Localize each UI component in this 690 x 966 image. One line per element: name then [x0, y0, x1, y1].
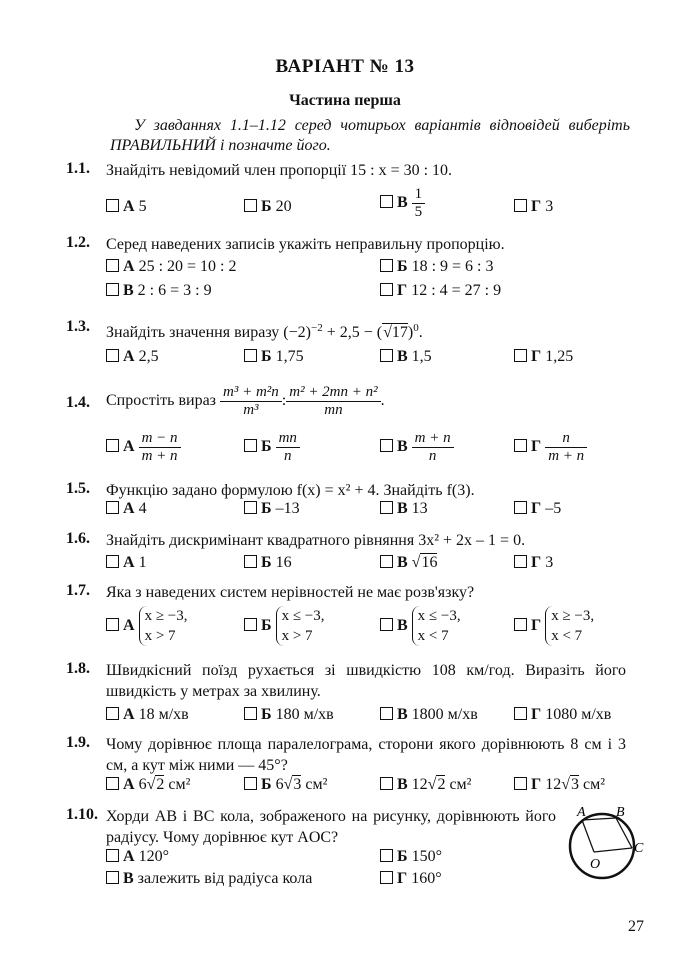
option-1-5-a[interactable]: А 4: [106, 500, 147, 518]
option-1-9-g[interactable]: Г 12√3 см²: [514, 776, 605, 794]
option-1-10-v[interactable]: В залежить від радіуса кола: [106, 870, 312, 888]
question-text: Яка з наведених систем нерівностей не має розв'язку?: [106, 584, 475, 601]
label-c: C: [634, 841, 644, 856]
option-1-2-a[interactable]: А 25 : 20 = 10 : 2: [106, 258, 236, 276]
checkbox[interactable]: [380, 195, 393, 208]
option-1-7-b[interactable]: Б x ≤ −3, x > 7: [244, 606, 325, 646]
option-1-7-a[interactable]: А x ≥ −3, x > 7: [106, 606, 188, 646]
fraction: $\frac{1}{5}$: [412, 186, 426, 221]
option-1-8-a[interactable]: А 18 м/хв: [106, 706, 189, 724]
question-text: Швидкісний поїзд рухається зі швидкістю 108 км/год. Виразіть його швидкість у метрах за хвилину.: [106, 662, 626, 700]
question-text: Спростіть вираз $\frac{\text{m³ + m²n}}{\text{m³}}$ : $\frac{\text{m² + 2mn + n²}}{mn}$ .: [106, 384, 385, 418]
option-1-3-b[interactable]: Б 1,75: [244, 348, 304, 366]
question-text: Знайдіть невідомий член пропорції 15 : x = 30 : 10.: [106, 162, 453, 179]
question-text: Знайдіть дискримінант квадратного рівняння 3x² + 2x – 1 = 0.: [106, 532, 526, 549]
fraction: $\frac{\text{m³ + m²n}}{\text{m³}}$: [220, 384, 282, 419]
option-1-9-v[interactable]: В 12√2 см²: [380, 776, 471, 794]
option-1-1-g[interactable]: Г 3: [514, 198, 553, 216]
option-1-3-a[interactable]: А 2,5: [106, 348, 159, 366]
question-1-1: [66, 160, 453, 179]
option-1-6-a[interactable]: А 1: [106, 554, 147, 572]
question-1-6: 1.6. Знайдіть дискримінант квадратного рівняння 3x² + 2x – 1 = 0.: [66, 530, 106, 548]
question-1-9: 1.9. Чому дорівнює площа паралелограма, сторони якого дорівнюють 8 см і 3 см, а кут між ними — 45°?: [66, 734, 626, 774]
radius-oa: [582, 820, 594, 852]
option-1-8-g[interactable]: Г 1080 м/хв: [514, 706, 611, 724]
option-1-5-v[interactable]: В 13: [380, 500, 428, 518]
option-1-7-v[interactable]: В x ≤ −3, x < 7: [380, 606, 461, 646]
question-1-2: 1.2. Серед наведених записів укажіть неправильну пропорцію.: [66, 234, 106, 252]
question-number: 1.1.: [66, 160, 90, 177]
label-b: B: [616, 805, 625, 820]
option-1-2-g[interactable]: Г 12 : 4 = 27 : 9: [380, 282, 501, 300]
option-1-7-g[interactable]: Г x ≥ −3, x < 7: [514, 606, 594, 646]
option-1-9-b[interactable]: Б 6√3 см²: [244, 776, 327, 794]
math-expression: $(-2)^{-2} + 2,5 - (√17)^0$.: [283, 322, 423, 341]
circle: [570, 814, 634, 878]
option-1-4-b[interactable]: Б $\frac{mn}{n}$: [244, 430, 300, 465]
question-1-8: 1.8. Швидкісний поїзд рухається зі швидкістю 108 км/год. Виразіть його швидкість у метрах за хвилину.: [66, 660, 626, 700]
option-1-2-v[interactable]: В 2 : 6 = 3 : 9: [106, 282, 212, 300]
instructions: У завданнях 1.1–1.12 серед чотирьох варіантів відповідей виберіть ПРАВИЛЬНИЙ і позначте його.: [110, 117, 630, 154]
fraction: $\frac{\text{m² + 2mn + n²}}{mn}$: [286, 384, 380, 419]
part-heading: Частина перша: [289, 92, 401, 109]
question-1-3: 1.3. Знайдіть значення виразу $(-2)^{-2} + 2,5 - (√17)^0$.: [66, 318, 106, 336]
option-1-6-b[interactable]: Б 16: [244, 554, 292, 572]
question-1-5: 1.5. Функцію задано формулою f(x) = x² + 4. Знайдіть f(3).: [66, 480, 106, 498]
option-1-6-g[interactable]: Г 3: [514, 554, 553, 572]
question-text: Знайдіть значення виразу $(-2)^{-2} + 2,5 - (√17)^0$.: [106, 322, 423, 341]
option-1-8-v[interactable]: В 1800 м/хв: [380, 706, 478, 724]
option-1-10-a[interactable]: А 120°: [106, 848, 169, 866]
option-1-1-v[interactable]: В $\frac{1}{5}$: [380, 186, 425, 221]
option-1-4-v[interactable]: В $\frac{m + n}{n}$: [380, 430, 454, 465]
option-1-1-a[interactable]: А 5: [106, 198, 147, 216]
question-1-7: 1.7. Яка з наведених систем нерівностей не має розв'язку?: [66, 582, 106, 600]
question-text: Серед наведених записів укажіть неправильну пропорцію.: [106, 236, 505, 253]
checkbox[interactable]: [106, 199, 119, 212]
option-1-5-b[interactable]: Б –13: [244, 500, 300, 518]
option-1-2-b[interactable]: Б 18 : 9 = 6 : 3: [380, 258, 494, 276]
page-title: ВАРІАНТ № 13: [275, 56, 415, 77]
option-1-3-g[interactable]: Г 1,25: [514, 348, 573, 366]
checkbox[interactable]: [244, 199, 257, 212]
option-1-9-a[interactable]: А 6√2 см²: [106, 776, 190, 794]
option-1-4-a[interactable]: А $\frac{m - n}{m + n}$: [106, 430, 181, 465]
circle-figure: [560, 800, 656, 884]
question-text: Функцію задано формулою f(x) = x² + 4. Знайдіть f(3).: [106, 482, 475, 499]
radius-oc: [594, 848, 632, 852]
option-1-5-g[interactable]: Г –5: [514, 500, 561, 518]
option-1-1-b[interactable]: Б 20: [244, 198, 292, 216]
label-a: A: [577, 805, 586, 820]
option-1-10-g[interactable]: Г 160°: [380, 870, 442, 888]
option-1-4-g[interactable]: Г $\frac{n}{m + n}$: [514, 430, 587, 465]
label-o: O: [590, 857, 601, 872]
question-text: Чому дорівнює площа паралелограма, сторони якого дорівнюють 8 см і 3 см, а кут між ними — 45°?: [106, 736, 626, 774]
page-number: 27: [628, 918, 644, 935]
option-1-10-b[interactable]: Б 150°: [380, 848, 442, 866]
option-1-8-b[interactable]: Б 180 м/хв: [244, 706, 334, 724]
option-1-6-v[interactable]: В √16: [380, 554, 437, 572]
question-text: Хорди AB і BC кола, зображеного на рисунку, дорівнюють його радіусу. Чому дорівнює кут AOC?: [106, 808, 556, 846]
question-1-10: 1.10. Хорди AB і BC кола, зображеного на рисунку, дорівнюють його радіусу. Чому дорівнює кут AOC?: [66, 806, 556, 846]
checkbox[interactable]: [514, 199, 527, 212]
option-1-3-v[interactable]: В 1,5: [380, 348, 432, 366]
